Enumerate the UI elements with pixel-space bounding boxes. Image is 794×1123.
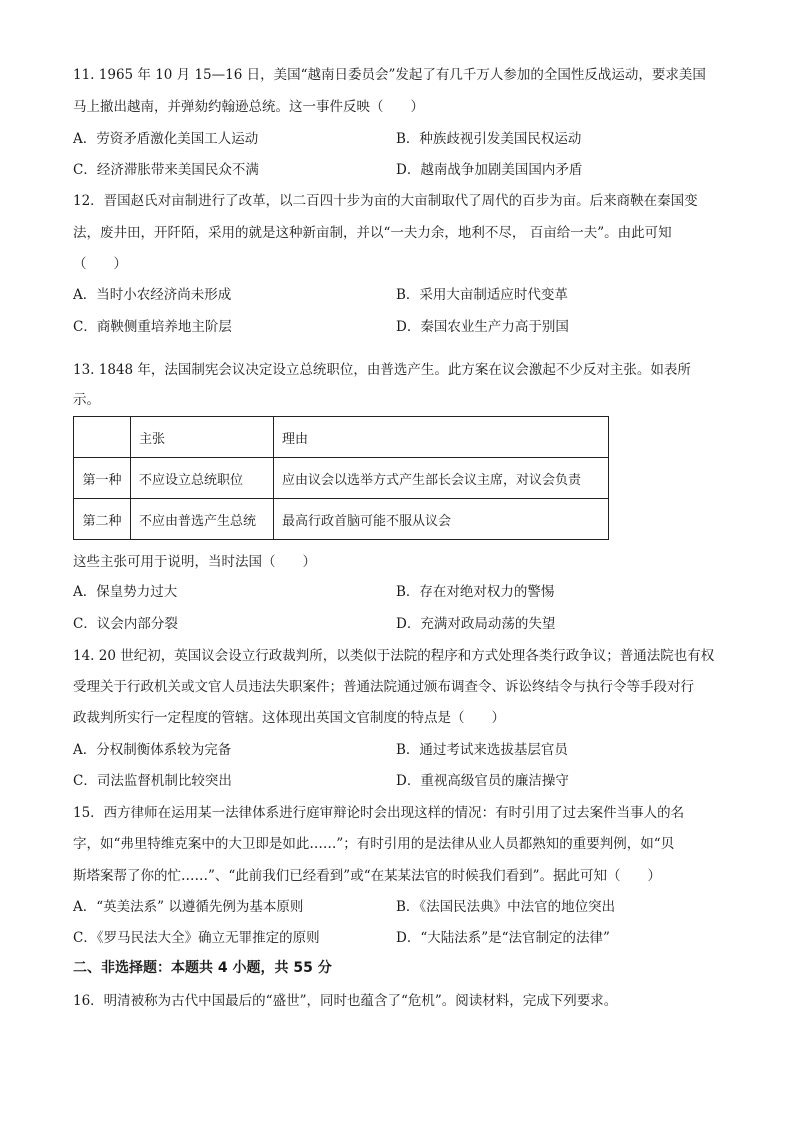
q14-option-b[interactable]: B．通过考试来选拔基层官员: [396, 742, 568, 758]
q12-stem-line1: 12．晋国赵氏对亩制进行了改革，以二百四十步为亩的大亩制取代了周代的百步为亩。后来商鞅在秦国变: [73, 193, 698, 209]
q12-stem-line3: （ ）: [73, 256, 127, 272]
q12-stem-line2: 法，废井田，开阡陌，采用的就是这种新亩制，并以“一夫力余，地利不尽， 百亩给一夫”。由此可知: [73, 225, 672, 241]
q11-stem-line1: 11. 1965 年 10 月 15—16 日，美国“越南日委员会”发起了有几千万人参加的全国性反战运动，要求美国: [73, 67, 706, 83]
q13-option-c[interactable]: C．议会内部分裂: [73, 616, 178, 632]
q14-stem-line1: 14. 20 世纪初，英国议会设立行政裁判所，以类似于法院的程序和方式处理各类行政争议；普通法院也有权: [73, 648, 715, 664]
q16-stem-line1: 16．明清被称为古代中国最后的“盛世”，同时也蕴含了“危机”。阅读材料，完成下列要求。: [73, 993, 618, 1009]
q13-stem-line1: 13. 1848 年，法国制宪会议决定设立总统职位，由普选产生。此方案在议会激起不少反对主张。如表所: [73, 362, 691, 378]
table-cell: 不应设立总统职位: [131, 458, 274, 499]
q14-stem-line2: 受理关于行政机关或文官人员违法失职案件；普通法院通过颁布调查令、诉讼终结令与执行令等手段对行: [73, 679, 694, 695]
q11-option-a[interactable]: A．劳资矛盾激化美国工人运动: [73, 131, 259, 147]
table-row: [74, 499, 609, 540]
q13-stem-after: 这些主张可用于说明，当时法国（ ）: [73, 554, 316, 570]
q15-stem-line3: 斯塔案帮了你的忙……”、“此前我们已经看到”或“在某某法官的时候我们看到”。据此可知（ ）: [73, 868, 662, 884]
q15-option-d[interactable]: D．“大陆法系”是“法官制定的法律”: [396, 930, 610, 946]
q12-option-a[interactable]: A．当时小农经济尚未形成: [73, 287, 232, 303]
q15-option-c[interactable]: C．《罗马民法大全》确立无罪推定的原则: [73, 930, 320, 946]
table-header-cell: 理由: [274, 417, 609, 458]
section-title: 二、非选择题：本题共 4 小题，共 55 分: [73, 960, 332, 976]
q15-option-a[interactable]: A．“英美法系” 以遵循先例为基本原则: [73, 899, 304, 915]
table-cell: 第一种: [74, 458, 131, 499]
q11-option-b[interactable]: B．种族歧视引发美国民权运动: [396, 131, 582, 147]
q11-option-d[interactable]: D．越南战争加剧美国国内矛盾: [396, 162, 583, 178]
table-cell: 第二种: [74, 499, 131, 540]
table-header-cell: 主张: [131, 417, 274, 458]
q15-option-b[interactable]: B．《法国民法典》中法官的地位突出: [396, 899, 616, 915]
table-cell: 不应由普选产生总统: [131, 499, 274, 540]
q15-stem-line2: 字，如“弗里特维克案中的大卫即是如此……”；有时引用的是法律从业人员都熟知的重要判例，如“贝: [73, 836, 675, 852]
q14-option-d[interactable]: D．重视高级官员的廉洁操守: [396, 773, 569, 789]
q11-option-c[interactable]: C．经济滞胀带来美国民众不满: [73, 162, 259, 178]
q12-option-b[interactable]: B．采用大亩制适应时代变革: [396, 287, 568, 303]
q14-stem-line3: 政裁判所实行一定程度的管辖。这体现出英国文官制度的特点是（ ）: [73, 710, 505, 726]
table-header-cell: [74, 417, 131, 458]
q13-table: [73, 416, 609, 540]
q15-stem-line1: 15．西方律师在运用某一法律体系进行庭审辩论时会出现这样的情况：有时引用了过去案件当事人的名: [73, 805, 685, 821]
q12-option-d[interactable]: D．秦国农业生产力高于别国: [396, 319, 569, 335]
q11-stem-line2: 马上撤出越南，并弹劾约翰逊总统。这一事件反映（ ）: [73, 99, 424, 115]
table-cell: 应由议会以选举方式产生部长会议主席，对议会负责: [274, 458, 609, 499]
q13-option-b[interactable]: B．存在对绝对权力的警惕: [396, 584, 555, 600]
table-row: [74, 458, 609, 499]
table-cell: 最高行政首脑可能不服从议会: [274, 499, 609, 540]
q12-option-c[interactable]: C．商鞅侧重培养地主阶层: [73, 319, 232, 335]
q13-option-a[interactable]: A．保皇势力过大: [73, 584, 178, 600]
q13-stem-line2: 示。: [73, 392, 100, 408]
q13-option-d[interactable]: D．充满对政局动荡的失望: [396, 616, 556, 632]
q14-option-a[interactable]: A．分权制衡体系较为完备: [73, 742, 232, 758]
table-header-row: [74, 417, 609, 458]
q14-option-c[interactable]: C．司法监督机制比较突出: [73, 773, 232, 789]
